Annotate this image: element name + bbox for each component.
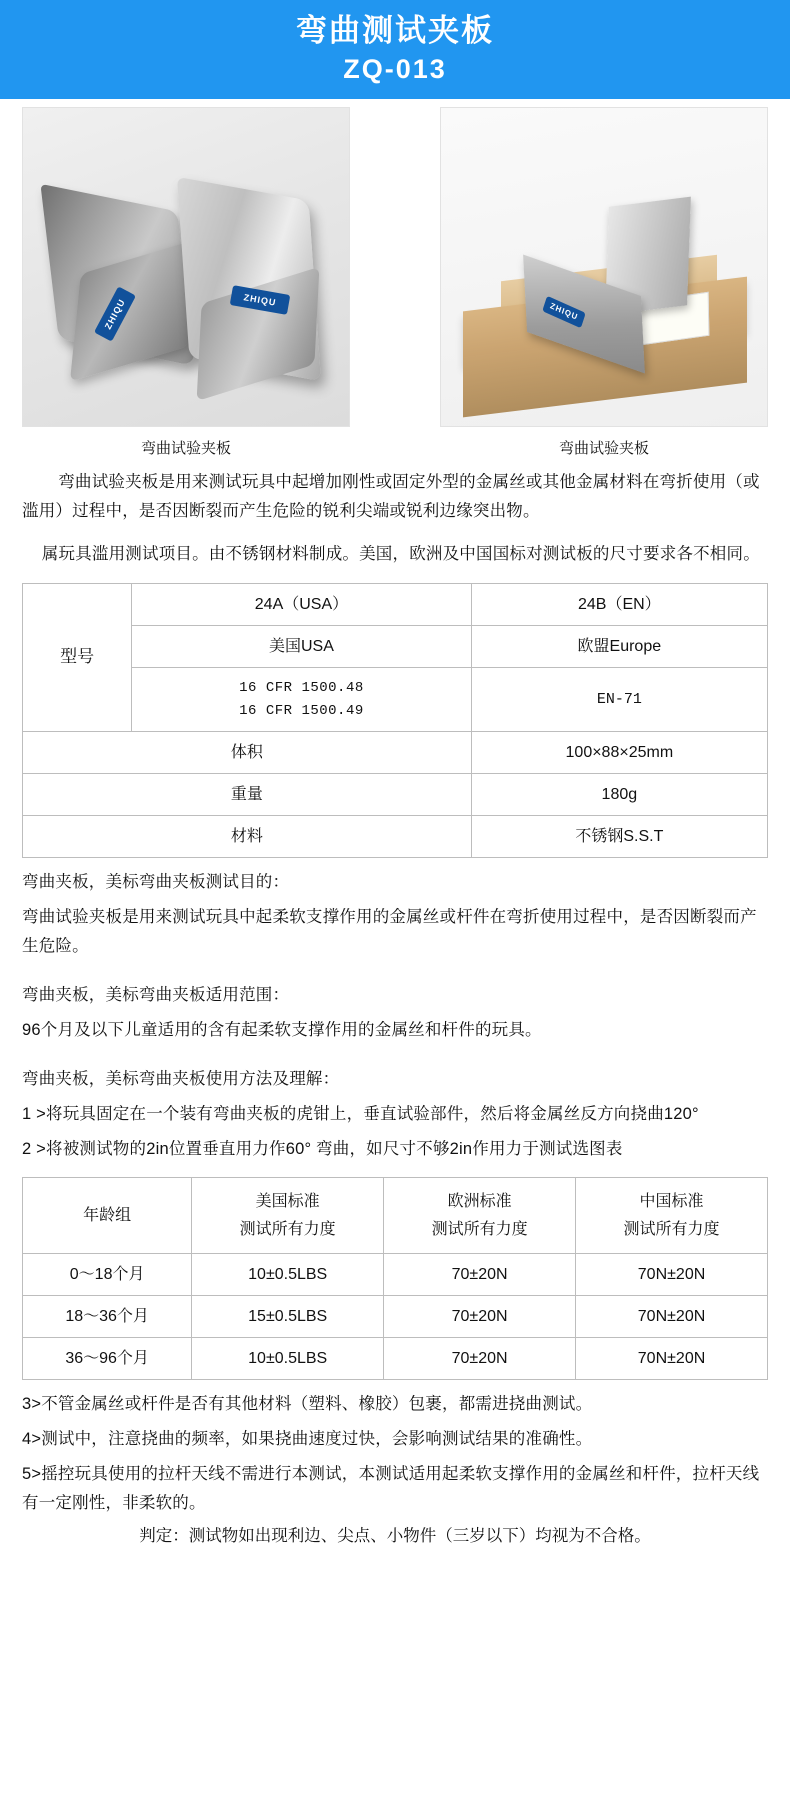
spec-cell-code-en: 24B（EN） (471, 583, 767, 625)
header-line-1: 年龄组 (83, 1207, 132, 1225)
spec-cell-code-usa: 24A（USA） (132, 583, 471, 625)
force-cell-age: 36～96个月 (23, 1338, 192, 1380)
page-title: 弯曲测试夹板 (296, 13, 494, 48)
table-row (23, 731, 768, 773)
note-3: 3>不管金属丝或杆件是否有其他材料（塑料、橡胶）包裹，都需进挠曲测试。 (22, 1395, 593, 1414)
table-row (23, 625, 768, 667)
method-title: 弯曲夹板，美标弯曲夹板使用方法及理解： (22, 1069, 340, 1088)
header-line-2: 测试所有力度 (623, 1220, 720, 1238)
header-line-1: 中国标准 (639, 1193, 704, 1211)
force-cell-usa: 10±0.5LBS (192, 1338, 384, 1380)
table-header-row (23, 1178, 768, 1253)
force-header-china (576, 1178, 768, 1253)
spec-cell-region-en: 欧盟Europe (471, 625, 767, 667)
force-cell-usa: 15±0.5LBS (192, 1296, 384, 1338)
product-photo-packaged (440, 107, 768, 427)
product-photo-bent-plates (22, 107, 350, 427)
force-cell-china: 70N±20N (576, 1253, 768, 1295)
spec-row-label-model: 型号 (23, 583, 132, 731)
force-cell-china: 70N±20N (576, 1296, 768, 1338)
photo-block-right (440, 107, 768, 462)
spec-cell-standard-usa (132, 668, 471, 732)
method-step-1: 1 >将玩具固定在一个装有弯曲夹板的虎钳上，垂直试验部件，然后将金属丝反方向挠曲120° (22, 1104, 699, 1123)
content-body (0, 468, 790, 1518)
force-cell-usa: 10±0.5LBS (192, 1253, 384, 1295)
force-cell-europe: 70±20N (384, 1296, 576, 1338)
brand-logo-icon: ZHIQU (94, 286, 136, 341)
force-header-age-group (23, 1178, 192, 1253)
specification-table (22, 583, 768, 859)
page-model-code: ZQ-013 (343, 53, 447, 84)
product-photo-gallery (0, 99, 790, 462)
force-cell-age: 18～36个月 (23, 1296, 192, 1338)
scope-text: 96个月及以下儿童适用的含有起柔软支撑作用的金属丝和杆件的玩具。 (22, 1020, 542, 1039)
spec-value-material: 不锈钢S.S.T (471, 816, 767, 858)
brand-logo-icon: ZHIQU (230, 285, 291, 315)
verdict-note: 判定：测试物如出现利边、尖点、小物件（三岁以下）均视为不合格。 (139, 1526, 651, 1545)
spec-label-material: 材料 (23, 816, 472, 858)
photo-block-left (22, 107, 350, 462)
force-header-usa (192, 1178, 384, 1253)
table-row (23, 1253, 768, 1295)
intro-paragraph-2: 属玩具滥用测试项目。由不锈钢材料制成。美国，欧洲及中国国标对测试板的尺寸要求各不相同。 (41, 544, 760, 563)
photo-caption-right: 弯曲试验夹板 (558, 440, 649, 458)
force-cell-europe: 70±20N (384, 1338, 576, 1380)
standard-line-1: 16 CFR 1500.48 (239, 680, 364, 697)
table-row (23, 1296, 768, 1338)
table-row (23, 668, 768, 732)
header-line-1: 欧洲标准 (447, 1193, 512, 1211)
method-step-2: 2 >将被测试物的2in位置垂直用力作60° 弯曲，如尺寸不够2in作用力于测试选图表 (22, 1139, 623, 1158)
spec-cell-standard-en: EN-71 (471, 668, 767, 732)
spec-label-volume: 体积 (23, 731, 472, 773)
spec-value-volume: 100×88×25mm (471, 731, 767, 773)
test-force-table (22, 1177, 768, 1380)
table-row (23, 1338, 768, 1380)
standard-line-2: 16 CFR 1500.49 (239, 702, 364, 719)
table-row (23, 816, 768, 858)
header-line-2: 测试所有力度 (431, 1220, 528, 1238)
page-header (0, 0, 790, 99)
scope-title: 弯曲夹板，美标弯曲夹板适用范围： (22, 986, 290, 1005)
spec-label-weight: 重量 (23, 774, 472, 816)
intro-paragraph-1: 弯曲试验夹板是用来测试玩具中起增加刚性或固定外型的金属丝或其他金属材料在弯折使用（或滥用）过程中，是否因断裂而产生危险的锐利尖端或锐利边缘突出物。 (22, 473, 760, 521)
note-5: 5>摇控玩具使用的拉杆天线不需进行本测试，本测试适用起柔软支撑作用的金属丝和杆件，拉杆天线有一定刚性，非柔软的。 (22, 1465, 760, 1513)
force-cell-europe: 70±20N (384, 1253, 576, 1295)
photo-caption-left: 弯曲试验夹板 (140, 440, 231, 458)
purpose-title: 弯曲夹板，美标弯曲夹板测试目的： (22, 873, 290, 892)
table-row (23, 583, 768, 625)
header-line-1: 美国标准 (255, 1193, 320, 1211)
force-cell-age: 0～18个月 (23, 1253, 192, 1295)
brand-logo-icon: ZHIQU (542, 296, 586, 328)
header-line-2: 测试所有力度 (239, 1220, 336, 1238)
force-cell-china: 70N±20N (576, 1338, 768, 1380)
purpose-text: 弯曲试验夹板是用来测试玩具中起柔软支撑作用的金属丝或杆件在弯折使用过程中，是否因断裂而产生危险。 (22, 908, 757, 956)
force-header-europe (384, 1178, 576, 1253)
note-4: 4>测试中，注意挠曲的频率，如果挠曲速度过快，会影响测试结果的准确性。 (22, 1430, 593, 1449)
spec-cell-region-usa: 美国USA (132, 625, 471, 667)
spec-value-weight: 180g (471, 774, 767, 816)
table-row (23, 774, 768, 816)
